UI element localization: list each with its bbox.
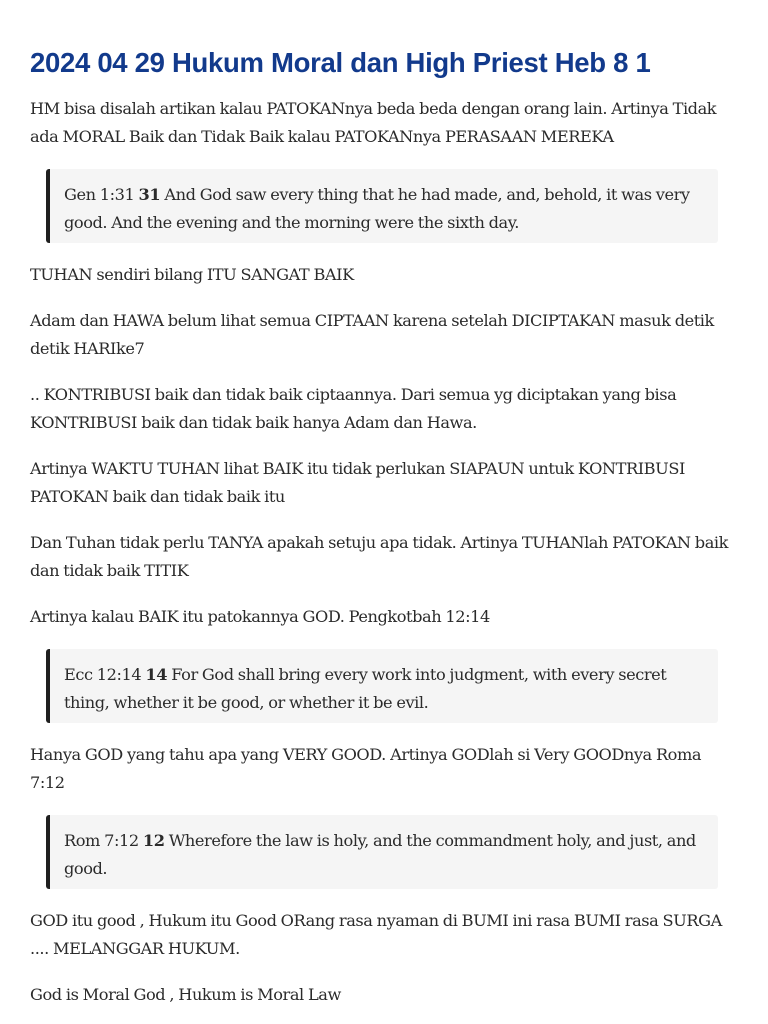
- paragraph-6: Dan Tuhan tidak perlu TANYA apakah setuju apa tidak. Artinya TUHANlah PATOKAN baik dan tidak baik TITIK: [30, 533, 728, 580]
- quote-text: For God shall bring every work into judgment, with every secret thing, whether it be good, or whether it be evil.: [64, 665, 667, 712]
- scripture-quote-ecc: [46, 649, 718, 723]
- paragraph-1: HM bisa disalah artikan kalau PATOKANnya beda beda dengan orang lain. Artinya Tidak ada MORAL Baik dan Tidak Baik kalau PATOKANnya PERASAAN MEREKA: [30, 99, 717, 146]
- quote-reference: Gen 1:31: [64, 185, 135, 204]
- paragraph-10: God is Moral God , Hukum is Moral Law: [30, 985, 341, 1004]
- scripture-quote-rom: [46, 815, 718, 889]
- quote-text: And God saw every thing that he had made, and, behold, it was very good. And the evening and the morning were the sixth day.: [64, 185, 690, 232]
- paragraph-9: GOD itu good , Hukum itu Good ORang rasa nyaman di BUMI ini rasa BUMI rasa SURGA .... MELANGGAR HUKUM.: [30, 911, 722, 958]
- quote-text: Wherefore the law is holy, and the commandment holy, and just, and good.: [64, 831, 696, 878]
- quote-reference: Rom 7:12: [64, 831, 139, 850]
- paragraph-3: Adam dan HAWA belum lihat semua CIPTAAN karena setelah DICIPTAKAN masuk detik detik HARIke7: [30, 311, 714, 358]
- paragraph-7: Artinya kalau BAIK itu patokannya GOD. Pengkotbah 12:14: [30, 607, 490, 626]
- verse-number: 31: [138, 185, 161, 204]
- quote-reference: Ecc 12:14: [64, 665, 142, 684]
- verse-number: 14: [145, 665, 168, 684]
- page-title: 2024 04 29 Hukum Moral dan High Priest Heb 8 1: [30, 47, 651, 78]
- scripture-quote-gen: [46, 169, 718, 243]
- paragraph-2: TUHAN sendiri bilang ITU SANGAT BAIK: [30, 265, 354, 284]
- paragraph-4: .. KONTRIBUSI baik dan tidak baik ciptaannya. Dari semua yg diciptakan yang bisa KONTRIBUSI baik dan tidak baik hanya Adam dan Hawa.: [30, 385, 677, 432]
- verse-number: 12: [142, 831, 165, 850]
- paragraph-5: Artinya WAKTU TUHAN lihat BAIK itu tidak perlukan SIAPAUN untuk KONTRIBUSI PATOKAN baik dan tidak baik itu: [30, 459, 685, 506]
- paragraph-8: Hanya GOD yang tahu apa yang VERY GOOD. Artinya GODlah si Very GOODnya Roma 7:12: [30, 745, 702, 792]
